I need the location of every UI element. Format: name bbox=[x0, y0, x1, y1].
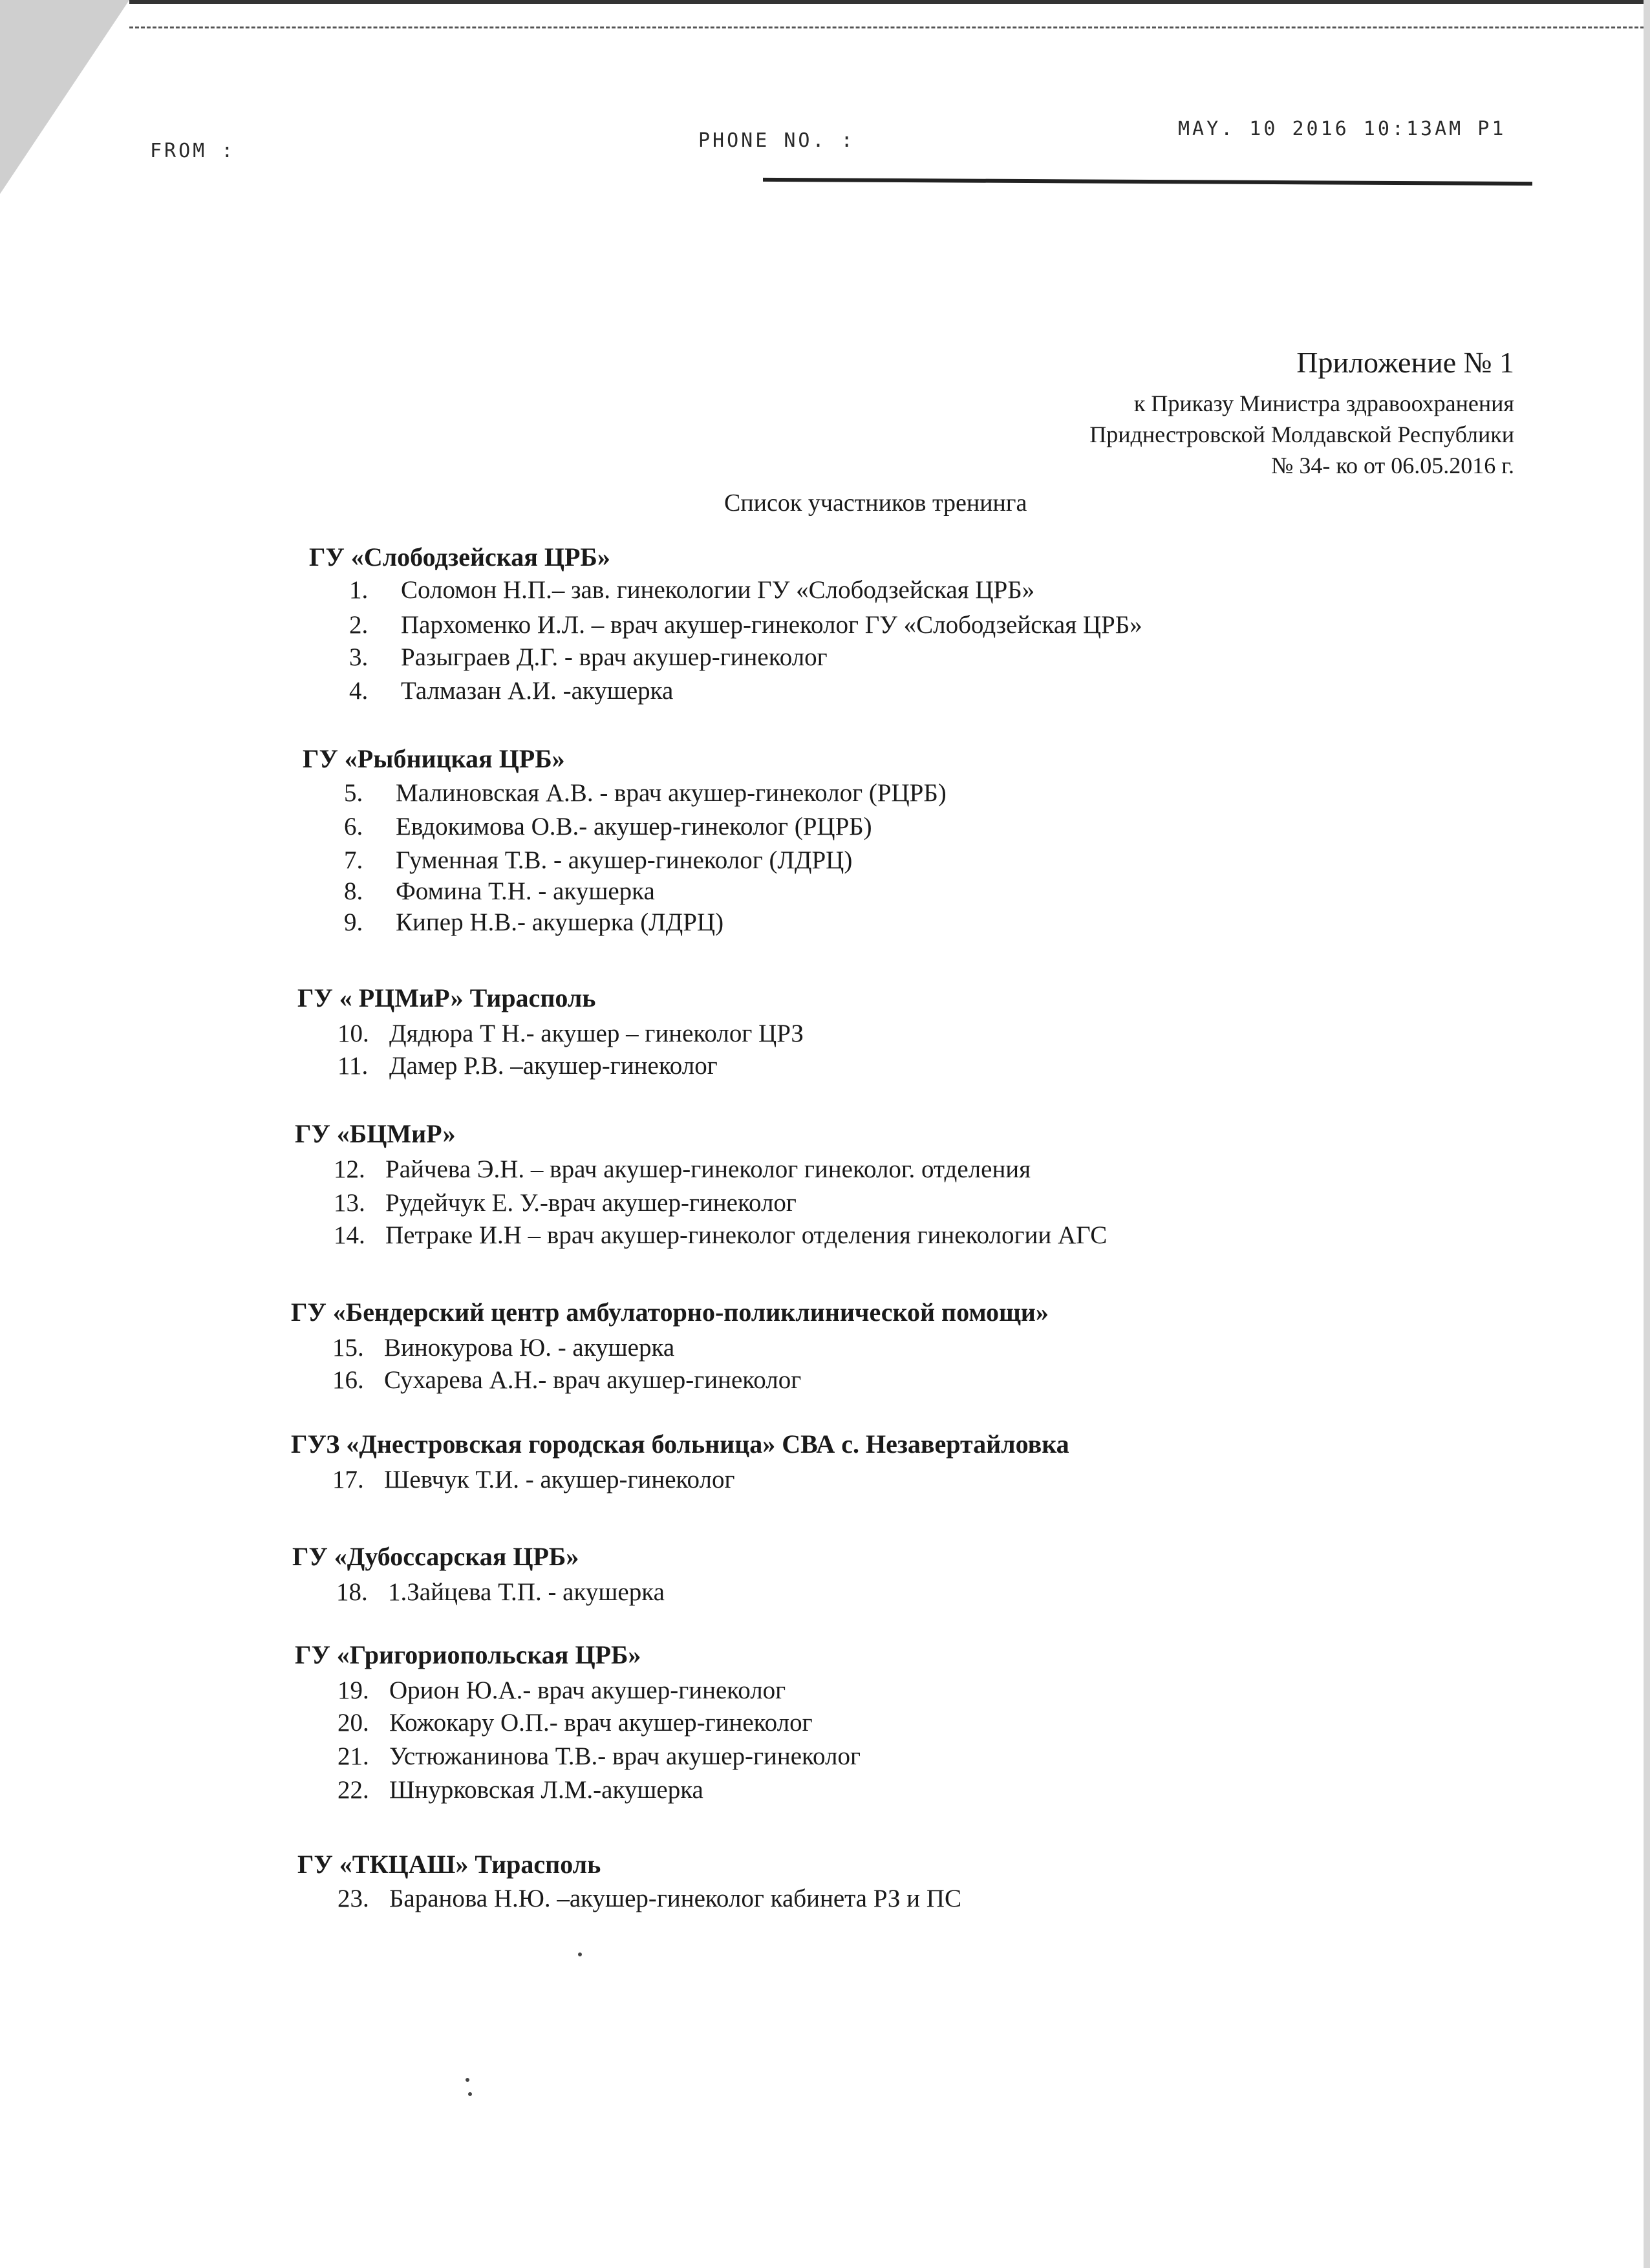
participant-text: Шнурковская Л.М.-акушерка bbox=[389, 1776, 703, 1804]
scan-speck bbox=[466, 2078, 469, 2082]
participant-number: 22. bbox=[338, 1776, 369, 1804]
participant-text: Гуменная Т.В. - акушер-гинеколог (ЛДРЦ) bbox=[396, 846, 853, 874]
participant-item bbox=[338, 1742, 861, 1771]
participant-text: Дамер Р.В. –акушер-гинеколог bbox=[389, 1052, 718, 1080]
scan-speck bbox=[578, 1952, 582, 1956]
participant-text: Кипер Н.В.- акушерка (ЛДРЦ) bbox=[396, 908, 724, 936]
participant-number: 21. bbox=[338, 1742, 369, 1770]
participant-text: Малиновская А.В. - врач акушер-гинеколог (РЦРБ) bbox=[396, 779, 947, 807]
participant-item bbox=[334, 1221, 1107, 1250]
participant-text: Талмазан А.И. -акушерка bbox=[401, 677, 674, 705]
group-title: ГУЗ «Днестровская городская больница» СВА с. Незавертайловка bbox=[291, 1429, 1069, 1459]
participant-number: 18. bbox=[336, 1578, 368, 1606]
participant-number: 23. bbox=[338, 1885, 369, 1912]
participant-item bbox=[334, 1155, 1031, 1184]
participant-number: 11. bbox=[338, 1052, 369, 1080]
participant-text: 1.Зайцева Т.П. - акушерка bbox=[388, 1578, 665, 1606]
group-title: ГУ «Бендерский центр амбулаторно-поликлинической помощи» bbox=[291, 1298, 1049, 1327]
participant-text: Петраке И.Н – врач акушер-гинеколог отделения гинекологии АГС bbox=[385, 1221, 1108, 1249]
participant-item bbox=[336, 1578, 665, 1607]
participant-text: Фомина Т.Н. - акушерка bbox=[396, 877, 655, 905]
group-title: ГУ «БЦМиР» bbox=[295, 1119, 456, 1148]
order-line-3: № 34- ко от 06.05.2016 г. bbox=[1271, 453, 1514, 478]
participant-number: 13. bbox=[334, 1189, 365, 1217]
participant-item bbox=[349, 610, 1142, 639]
group-title: ГУ « РЦМиР» Тирасполь bbox=[297, 983, 596, 1012]
participant-item bbox=[338, 1019, 804, 1048]
participant-item bbox=[349, 643, 828, 672]
participant-number: 2. bbox=[349, 611, 369, 639]
participant-number: 14. bbox=[334, 1221, 365, 1249]
group-title: ГУ «Григориопольская ЦРБ» bbox=[295, 1640, 641, 1669]
order-line-1: к Приказу Министра здравоохранения bbox=[1133, 390, 1514, 416]
order-line-2: Приднестровской Молдавской Республики bbox=[1089, 422, 1514, 447]
participant-item bbox=[332, 1465, 734, 1494]
participant-number: 1. bbox=[349, 576, 369, 604]
group-title: ГУ «Рыбницкая ЦРБ» bbox=[303, 744, 565, 773]
participant-text: Кожокару О.П.- врач акушер-гинеколог bbox=[389, 1709, 813, 1737]
scan-right-edge bbox=[1644, 0, 1650, 2268]
participant-number: 10. bbox=[338, 1020, 369, 1047]
participant-text: Сухарева А.Н.- врач акушер-гинеколог bbox=[384, 1366, 802, 1394]
fax-from-label: FROM : bbox=[150, 140, 236, 162]
participant-text: Разыграев Д.Г. - врач акушер-гинеколог bbox=[401, 643, 828, 671]
participant-number: 6. bbox=[344, 813, 363, 840]
participant-item bbox=[349, 575, 1034, 604]
appendix-label: Приложение № 1 bbox=[1296, 346, 1514, 379]
scan-corner-fold bbox=[0, 0, 129, 194]
participant-number: 15. bbox=[332, 1334, 364, 1362]
participant-number: 8. bbox=[344, 877, 363, 905]
group-title: ГУ «Дубоссарская ЦРБ» bbox=[292, 1542, 579, 1571]
participant-item bbox=[338, 1775, 703, 1804]
participant-text: Дядюра Т Н.- акушер – гинеколог ЦРЗ bbox=[389, 1020, 804, 1047]
scan-speck bbox=[468, 2092, 472, 2096]
participant-number: 12. bbox=[334, 1155, 365, 1183]
participant-text: Шевчук Т.И. - акушер-гинеколог bbox=[384, 1466, 735, 1493]
participant-item bbox=[338, 1884, 961, 1913]
participant-item bbox=[344, 812, 872, 841]
participant-item bbox=[344, 877, 655, 906]
scan-top-border bbox=[129, 0, 1650, 28]
fax-phone-label: PHONE NO. : bbox=[698, 129, 855, 152]
participant-text: Соломон Н.П.– зав. гинекологии ГУ «Слободзейская ЦРБ» bbox=[401, 576, 1035, 604]
participant-number: 5. bbox=[344, 779, 363, 807]
participant-number: 4. bbox=[349, 677, 369, 705]
participant-number: 19. bbox=[338, 1676, 369, 1704]
participant-number: 20. bbox=[338, 1709, 369, 1737]
participant-number: 3. bbox=[349, 643, 369, 671]
participant-item bbox=[338, 1051, 718, 1080]
participant-text: Баранова Н.Ю. –акушер-гинеколог кабинета РЗ и ПС bbox=[389, 1885, 961, 1912]
participant-text: Винокурова Ю. - акушерка bbox=[384, 1334, 675, 1362]
participant-number: 9. bbox=[344, 908, 363, 936]
participant-item bbox=[332, 1333, 674, 1362]
participant-number: 16. bbox=[332, 1366, 364, 1394]
participant-number: 17. bbox=[332, 1466, 364, 1493]
participant-item bbox=[334, 1188, 797, 1217]
participant-text: Рудейчук Е. У.-врач акушер-гинеколог bbox=[385, 1189, 797, 1217]
participant-item bbox=[332, 1365, 801, 1395]
participant-text: Евдокимова О.В.- акушер-гинеколог (РЦРБ) bbox=[396, 813, 872, 840]
participant-text: Райчева Э.Н. – врач акушер-гинеколог гинеколог. отделения bbox=[385, 1155, 1031, 1183]
participant-text: Пархоменко И.Л. – врач акушер-гинеколог ГУ «Слободзейская ЦРБ» bbox=[401, 611, 1142, 639]
participant-item bbox=[338, 1676, 786, 1705]
group-title: ГУ «ТКЦАШ» Тирасполь bbox=[297, 1850, 601, 1879]
participant-item bbox=[349, 676, 673, 705]
document-title: Список участников тренинга bbox=[724, 489, 1027, 517]
fax-header-rule bbox=[763, 178, 1532, 186]
participant-item bbox=[338, 1708, 813, 1737]
participant-text: Орион Ю.А.- врач акушер-гинеколог bbox=[389, 1676, 786, 1704]
participant-item bbox=[344, 778, 947, 808]
participant-item bbox=[344, 846, 852, 875]
fax-datetime: MAY. 10 2016 10:13AM P1 bbox=[1178, 118, 1506, 140]
participant-text: Устюжанинова Т.В.- врач акушер-гинеколог bbox=[389, 1742, 861, 1770]
participant-number: 7. bbox=[344, 846, 363, 874]
participant-item bbox=[344, 908, 723, 937]
group-title: ГУ «Слободзейская ЦРБ» bbox=[309, 542, 610, 572]
